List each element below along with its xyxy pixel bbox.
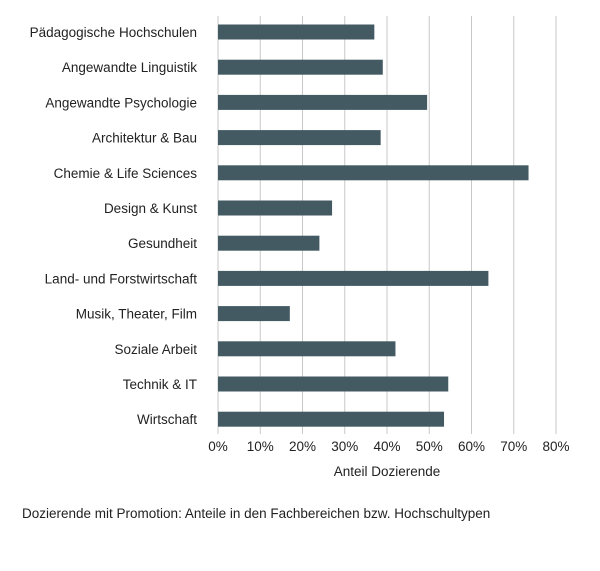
bar — [218, 25, 374, 40]
category-label: Pädagogische Hochschulen — [29, 25, 197, 40]
x-tick-labels — [208, 439, 569, 454]
category-label: Gesundheit — [127, 236, 197, 252]
bar — [218, 130, 381, 145]
x-tick-label: 10% — [246, 439, 274, 454]
category-label: Musik, Theater, Film — [75, 306, 197, 322]
x-tick-label: 0% — [208, 439, 228, 454]
x-tick-label: 60% — [457, 439, 486, 454]
x-tick-label: 50% — [415, 439, 443, 454]
bar — [218, 201, 332, 216]
category-label: Land- und Forstwirtschaft — [44, 271, 197, 287]
x-tick-label: 20% — [288, 439, 317, 454]
gridlines — [218, 16, 556, 434]
x-tick-label: 30% — [331, 439, 359, 454]
category-label: Chemie & Life Sciences — [53, 165, 197, 181]
bar — [218, 60, 383, 75]
bar — [218, 306, 290, 321]
x-tick-label: 80% — [542, 439, 570, 454]
bars — [218, 25, 529, 427]
bar — [218, 95, 427, 110]
category-label: Technik & IT — [122, 377, 197, 392]
category-label: Angewandte Linguistik — [61, 60, 197, 76]
category-label: Wirtschaft — [136, 412, 197, 428]
category-label: Angewandte Psychologie — [45, 95, 197, 111]
category-label: Design & Kunst — [103, 201, 197, 216]
bar — [218, 165, 529, 180]
x-tick-label: 40% — [373, 439, 401, 454]
bar — [218, 377, 448, 392]
category-labels — [30, 25, 198, 427]
x-tick-label: 70% — [500, 439, 528, 454]
bar — [218, 271, 488, 286]
bar — [218, 412, 444, 427]
category-label: Soziale Arbeit — [114, 341, 197, 357]
x-axis-title: Anteil Dozierende — [333, 464, 441, 479]
bar — [218, 341, 395, 356]
bar — [218, 236, 319, 251]
chart-caption: Dozierende mit Promotion: Anteile in den Fachbereichen bzw. Hochschultypen — [22, 506, 491, 521]
category-label: Architektur & Bau — [91, 130, 197, 146]
